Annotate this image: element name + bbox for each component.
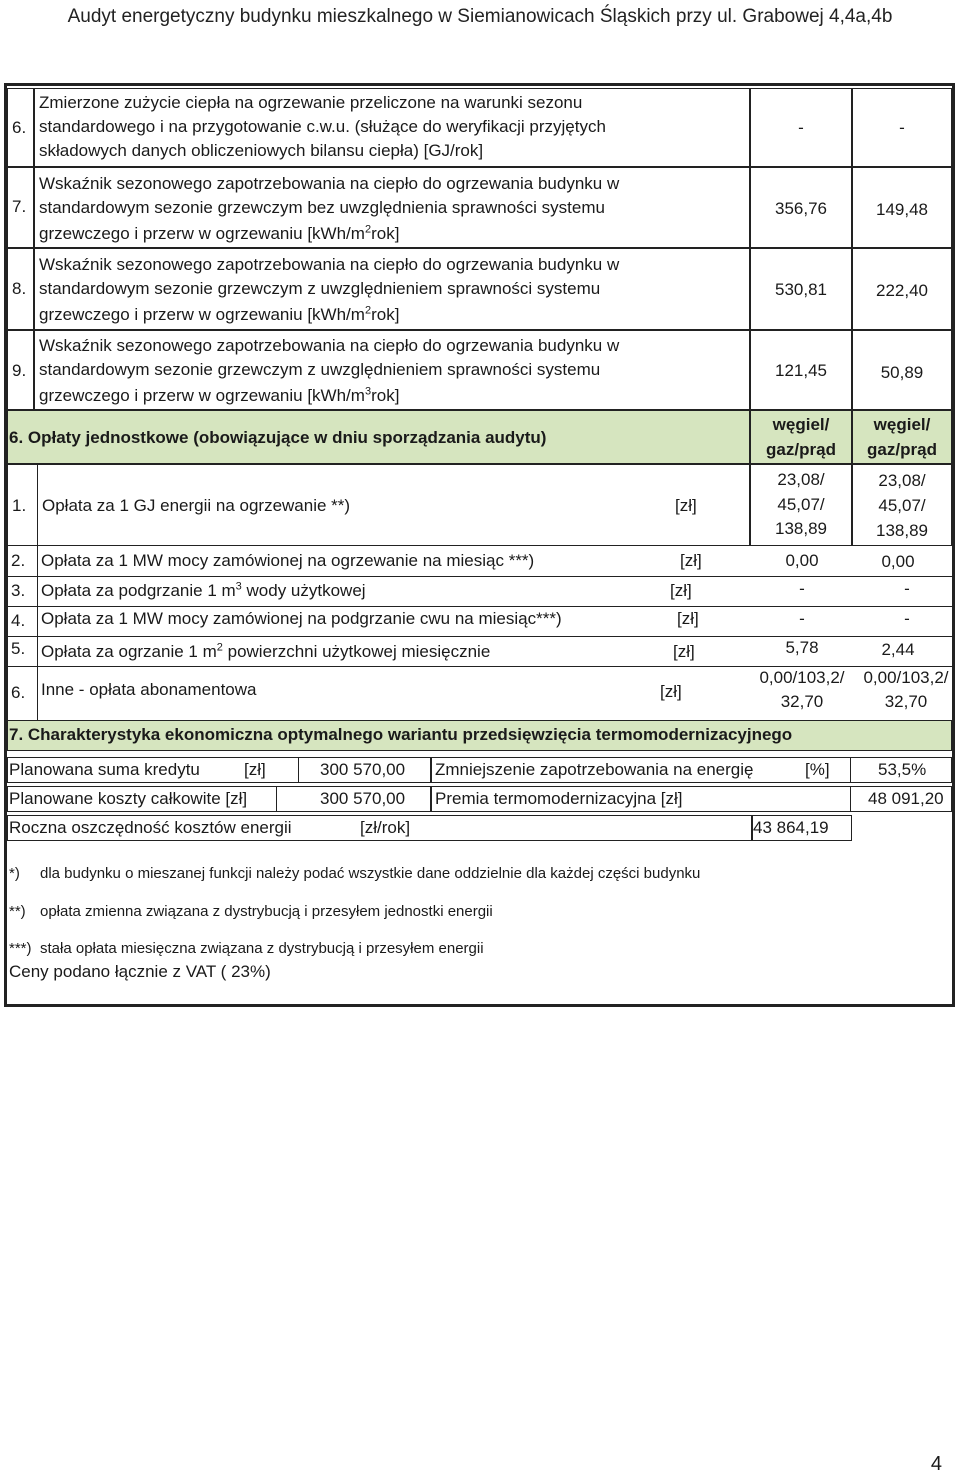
value-cell-1 — [750, 88, 852, 167]
header-line: węgiel/ — [873, 415, 931, 434]
document-header: Audyt energetyczny budynku mieszkalnego w Siemianowicach Śląskich przy ul. Grabowej 4,4a,4b — [67, 6, 893, 27]
value: 121,45 — [775, 361, 827, 380]
value: - — [904, 609, 910, 628]
row-number: 5. — [11, 639, 26, 658]
value: 2,44 — [881, 640, 915, 659]
row-number: 4. — [11, 611, 26, 630]
row-number: 8. — [12, 279, 27, 298]
value: 23,08/ — [878, 471, 926, 490]
value: 45,07/ — [878, 496, 926, 515]
value-cell-2 — [852, 88, 952, 167]
value: 149,48 — [876, 200, 928, 219]
header-line: węgiel/ — [772, 415, 830, 434]
tariff-unit: [zł] — [680, 551, 702, 570]
reduction-value: 53,5% — [878, 760, 927, 779]
tariff-unit: [zł] — [677, 609, 699, 628]
reduction-unit: [%] — [805, 760, 830, 779]
value-cell-1 — [750, 464, 852, 546]
section-title: 6. Opłaty jednostkowe (obowiązujące w dniu sporządzania audytu) — [9, 428, 547, 447]
fuel-header-1 — [750, 410, 852, 464]
tariff-label: Inne - opłata abonamentowa — [41, 680, 257, 699]
tariff-unit: [zł] — [670, 581, 692, 600]
row-number: 6. — [12, 118, 27, 137]
description-line: standardowym sezonie grzewczym z uwzględnieniem sprawności systemu — [39, 360, 601, 379]
row-number: 7. — [12, 197, 27, 216]
savings-label: Roczna oszczędność kosztów energii — [9, 818, 292, 837]
footnote-mark: *) — [9, 865, 20, 882]
description-line: standardowym sezonie grzewczym bez uwzględnienia sprawności systemu — [39, 198, 605, 217]
description-line: Wskaźnik sezonowego zapotrzebowania na ciepło do ogrzewania budynku w — [39, 336, 620, 355]
tariff-unit: [zł] — [660, 682, 682, 701]
value: 0,00 — [881, 552, 915, 571]
value-cell-2 — [852, 464, 952, 546]
tariff-label: Opłata za 1 GJ energii na ogrzewanie **) — [42, 496, 351, 515]
cost-cell — [7, 786, 431, 812]
row-number-cell — [7, 248, 34, 330]
value: 32,70 — [780, 692, 824, 711]
row-number: 6. — [11, 683, 26, 702]
description-line: Wskaźnik sezonowego zapotrzebowania na ciepło do ogrzewania budynku w — [39, 174, 620, 193]
section-6-title-cell — [7, 410, 750, 464]
value: - — [899, 118, 905, 137]
tariff-label: Opłata za podgrzanie 1 $m^3$ wody użytkowej — [41, 580, 366, 600]
tariff-rows-2-5 — [7, 546, 952, 666]
tariff-unit: [zł] — [675, 496, 697, 515]
value-cell-1 — [750, 330, 852, 410]
tariff-label: Opłata za 1 MW mocy zamówionej na podgrzanie cwu na miesiąc***) — [41, 609, 562, 628]
premium-value: 48 091,20 — [868, 789, 944, 808]
value-cell-2 — [852, 330, 952, 410]
tariff-number-cell — [7, 464, 37, 546]
section-7-title-cell — [7, 720, 952, 751]
header-line: gaz/prąd — [867, 440, 937, 459]
row-number: 2. — [11, 551, 26, 570]
value: 356,76 — [775, 199, 827, 218]
value-cell-1 — [750, 248, 852, 330]
value: - — [904, 579, 910, 598]
footnote-text: dla budynku o mieszanej funkcji należy podać wszystkie dane oddzielnie dla każdej części budynku — [40, 865, 701, 882]
value: 0,00 — [785, 551, 819, 570]
value: 50,89 — [880, 363, 924, 382]
footnote-text: opłata zmienna związana z dystrybucją i przesyłem jednostki energii — [40, 903, 493, 920]
footnote-mark: ***) — [9, 940, 32, 957]
footnote-mark: **) — [9, 903, 26, 920]
credit-label: Planowana suma kredytu — [9, 760, 200, 779]
premium-label: Premia termomodernizacyjna [zł] — [435, 789, 683, 808]
value: 0,00/103,2/ — [759, 668, 845, 687]
cost-value: 300 570,00 — [320, 789, 406, 808]
tariff-label: Opłata za ogrzanie 1 $m^2$ powierzchni użytkowej miesięcznie — [41, 641, 491, 661]
value: - — [799, 579, 805, 598]
tariff-unit: [zł] — [673, 642, 695, 661]
row-description-cell — [34, 167, 750, 248]
section-title: 7. Charakterystyka ekonomiczna optymalnego wariantu przedsięwzięcia termomodernizacyjnego — [9, 725, 793, 744]
value-cell-1 — [750, 167, 852, 248]
value: 138,89 — [876, 521, 928, 540]
tariff-row-6 — [7, 666, 952, 720]
value: 32,70 — [884, 692, 928, 711]
value: 138,89 — [775, 519, 827, 538]
savings-unit: [zł/rok] — [360, 818, 411, 837]
savings-value-cell — [752, 815, 852, 841]
description-line: standardowym sezonie grzewczym z uwzględnieniem sprawności systemu — [39, 279, 601, 298]
value: 222,40 — [876, 281, 928, 300]
row-description-cell — [34, 88, 750, 167]
cost-label: Planowane koszty całkowite [zł] — [9, 789, 248, 808]
value-cell-2 — [852, 248, 952, 330]
description-line: grzewczego i przerw w ogrzewaniu $[kWh/m^3rok]$ — [39, 385, 400, 405]
value-cell-2 — [852, 167, 952, 248]
reduction-label: Zmniejszenie zapotrzebowania na energię — [435, 760, 754, 779]
row-number: 1. — [12, 496, 27, 515]
value: 0,00/103,2/ — [863, 668, 949, 687]
value: - — [798, 118, 804, 137]
description-line: składowych danych obliczeniowych bilansu ciepła) [GJ/rok] — [39, 141, 484, 160]
reduction-cell — [431, 757, 952, 783]
savings-value: 43 864,19 — [753, 818, 829, 837]
tariff-label: Opłata za 1 MW mocy zamówionej na ogrzewanie na miesiąc ***) — [41, 551, 535, 570]
value: 5,78 — [785, 638, 819, 657]
row-number-cell — [7, 167, 34, 248]
fuel-header-2 — [852, 410, 952, 464]
premium-cell — [431, 786, 952, 812]
description-line: Zmierzone zużycie ciepła na ogrzewanie przeliczone na warunki sezonu — [39, 93, 583, 112]
value: 530,81 — [775, 280, 827, 299]
credit-cell — [7, 757, 431, 783]
page-number: 4 — [930, 1453, 942, 1475]
description-line: Wskaźnik sezonowego zapotrzebowania na ciepło do ogrzewania budynku w — [39, 255, 620, 274]
row-description-cell — [34, 248, 750, 330]
footnote-text: stała opłata miesięczna związana z dystrybucją i przesyłem energii — [40, 940, 484, 957]
tariff-label-cell — [37, 464, 750, 546]
credit-value: 300 570,00 — [320, 760, 406, 779]
description-line: grzewczego i przerw w ogrzewaniu $[kWh/m^2rok]$ — [39, 223, 400, 243]
row-number-cell — [7, 330, 34, 410]
description-line: grzewczego i przerw w ogrzewaniu $[kWh/m^2rok]$ — [39, 304, 400, 324]
vat-note: Ceny podano łącznie z VAT ( 23%) — [9, 962, 271, 981]
credit-unit: [zł] — [244, 760, 266, 779]
row-description-cell — [34, 330, 750, 410]
value: - — [799, 609, 805, 628]
value: 45,07/ — [777, 495, 825, 514]
header-line: gaz/prąd — [766, 440, 836, 459]
savings-cell — [7, 815, 752, 841]
value: 23,08/ — [777, 470, 825, 489]
description-line: standardowego i na przygotowanie c.w.u. (służące do weryfikacji przyjętych — [39, 117, 606, 136]
row-number: 9. — [12, 361, 27, 380]
row-number: 3. — [11, 581, 26, 600]
row-number-cell — [7, 88, 34, 167]
